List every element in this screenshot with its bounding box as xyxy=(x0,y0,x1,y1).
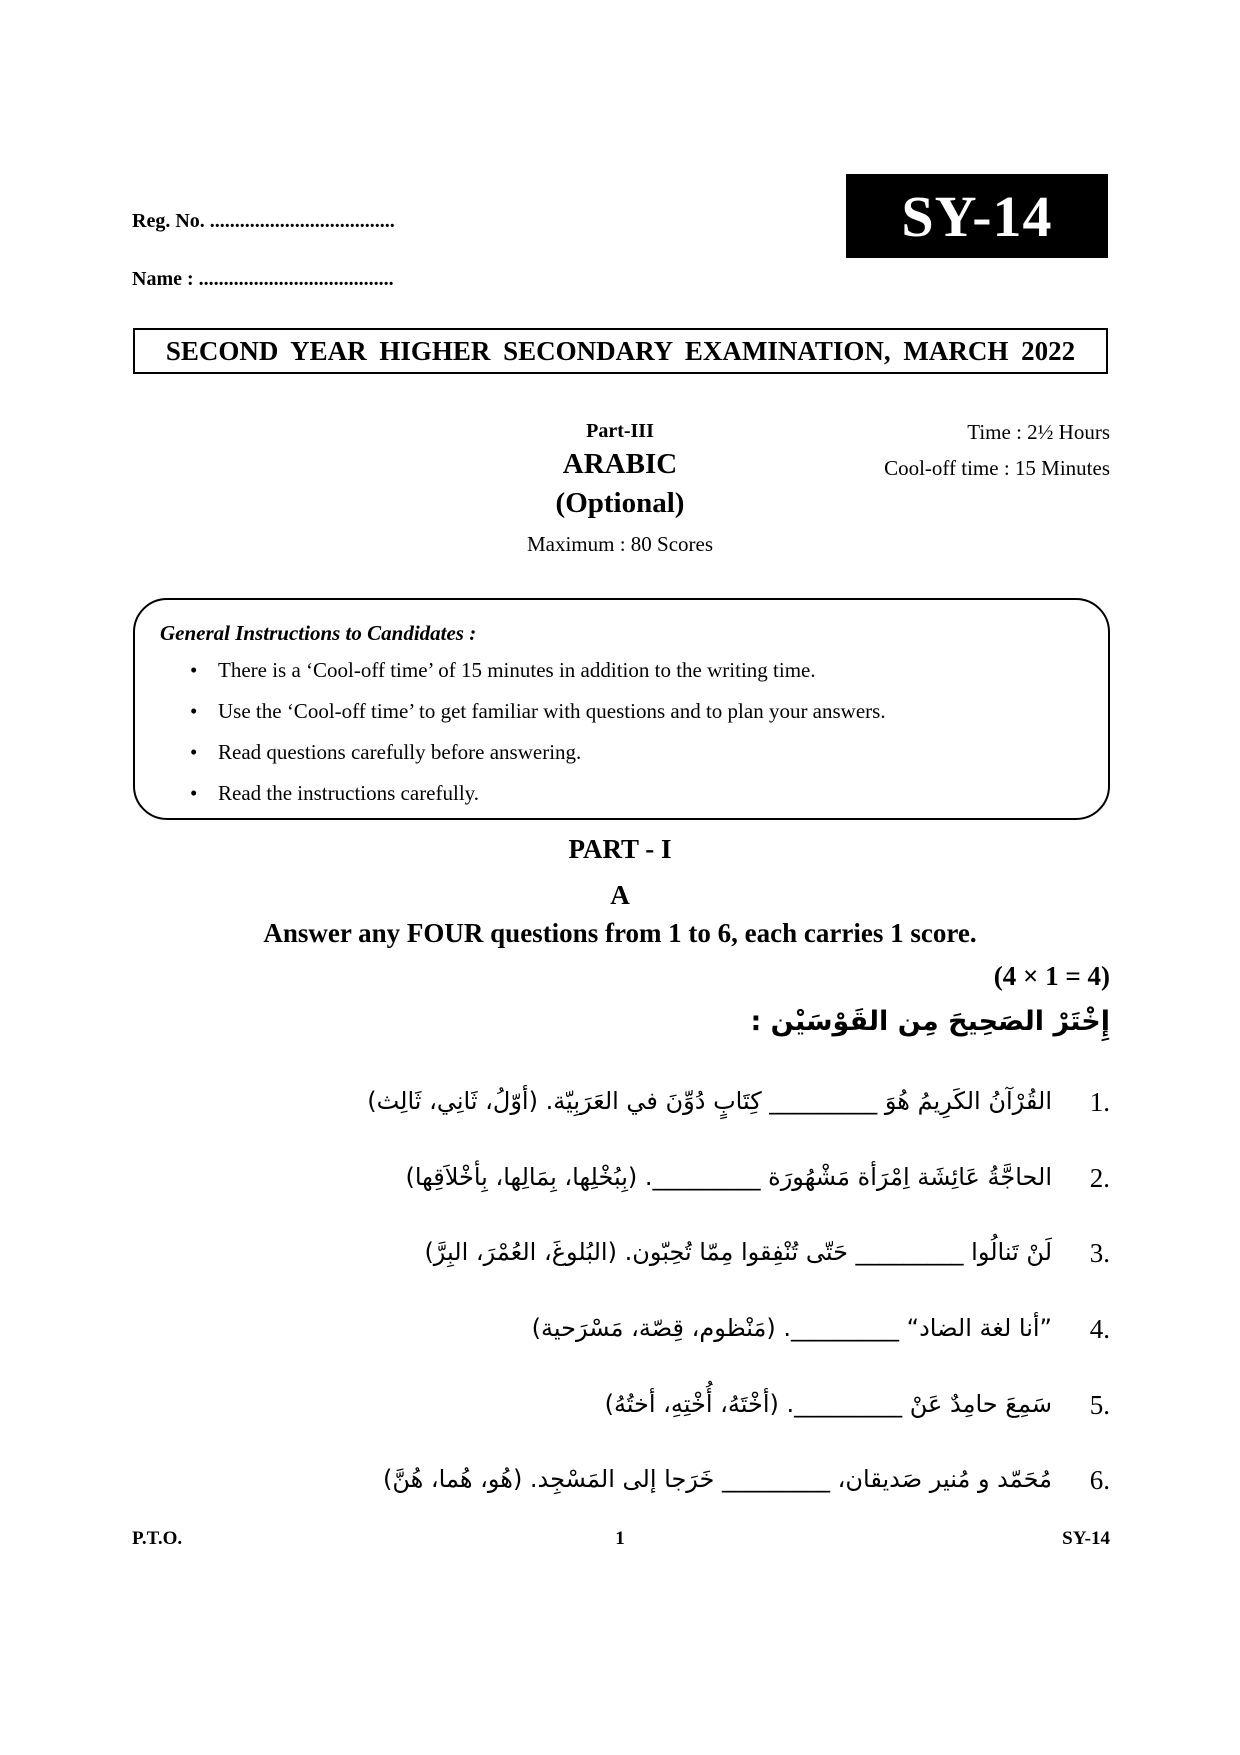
subject-optional: (Optional) xyxy=(555,487,685,519)
question-row xyxy=(210,1087,1110,1137)
question-number: 5. xyxy=(1089,1390,1110,1420)
name-field: Name : ....................................... xyxy=(132,268,394,290)
paper-code-badge: SY-14 xyxy=(846,174,1108,258)
question-row xyxy=(210,1163,1110,1213)
question-row xyxy=(210,1390,1110,1440)
part-label: Part-III xyxy=(586,420,654,442)
part-heading: PART - I xyxy=(568,834,672,864)
question-number: 1. xyxy=(1089,1087,1110,1117)
footer-code: SY-14 xyxy=(1062,1528,1110,1549)
question-row xyxy=(210,1314,1110,1364)
question-number: 3. xyxy=(1089,1238,1110,1268)
page-number: 1 xyxy=(615,1528,625,1549)
footer-pto: P.T.O. xyxy=(132,1528,183,1549)
instructions-heading: General Instructions to Candidates : xyxy=(160,621,477,645)
cool-off-time: Cool-off time : 15 Minutes xyxy=(884,456,1110,480)
subject-name: ARABIC xyxy=(562,448,678,480)
bullet-icon: • xyxy=(190,658,198,682)
section-letter: A xyxy=(610,880,630,910)
exam-title: SECOND YEAR HIGHER SECONDARY EXAMINATION, MARCH 2022 xyxy=(133,328,1108,374)
question-text: سَمِعَ حامِدٌ عَنْ _________. (أخْتَهُ، أُخْتِهِ، أختُهُ) xyxy=(604,1390,1052,1418)
answer-instruction: Answer any FOUR questions from 1 to 6, each carries 1 score. xyxy=(263,918,977,948)
question-number: 2. xyxy=(1089,1163,1110,1193)
question-text: الحاجَّةُ عَائِشَة اِمْرَأة مَشْهُورَة _________. (بِبُخْلِها، بِمَالِها، بِأخْلاَقِها) xyxy=(405,1163,1052,1191)
bullet-icon: • xyxy=(190,781,198,805)
question-text: ”أنا لغة الضاد“ _________. (مَنْظوم، قِصّة، مَسْرَحية) xyxy=(531,1314,1052,1342)
instruction-item: • Read questions carefully before answering. xyxy=(190,740,582,764)
instruction-item: • Read the instructions carefully. xyxy=(190,781,480,805)
instruction-item: • Use the ‘Cool-off time’ to get familiar with questions and to plan your answers. xyxy=(190,699,886,723)
question-number: 6. xyxy=(1089,1465,1110,1495)
arabic-instruction: إِخْتَرْ الصَحِيحَ مِن القَوْسَيْن : xyxy=(750,1006,1110,1037)
question-text: لَنْ تَنالُوا _________ حَتّى تُنْفِقوا مِمّا تُحِبّون. (البُلوغَ، العُمْرَ، البِرَّ) xyxy=(424,1238,1052,1266)
bullet-icon: • xyxy=(190,740,198,764)
instruction-item: • There is a ‘Cool-off time’ of 15 minutes in addition to the writing time. xyxy=(190,658,816,682)
question-text: القُرْآنُ الكَرِيمُ هُوَ _________ كِتَابٍ دُوِّنَ في العَرَبِيّة. (أوّلُ، ثَانِي، ثَالِث) xyxy=(367,1087,1052,1115)
question-row xyxy=(210,1238,1110,1288)
question-text: مُحَمّد و مُنير صَديقان، _________ خَرَجا إلى المَسْجِد. (هُو، هُما، هُنَّ) xyxy=(383,1465,1052,1493)
score-calculation: (4 × 1 = 4) xyxy=(993,961,1110,991)
bullet-icon: • xyxy=(190,699,198,723)
question-number: 4. xyxy=(1089,1314,1110,1344)
reg-no-field: Reg. No. ..................................... xyxy=(132,210,395,232)
maximum-score: Maximum : 80 Scores xyxy=(526,532,714,556)
instructions-list xyxy=(190,658,886,822)
question-row xyxy=(210,1465,1110,1515)
time-allowed: Time : 2½ Hours xyxy=(967,420,1110,444)
